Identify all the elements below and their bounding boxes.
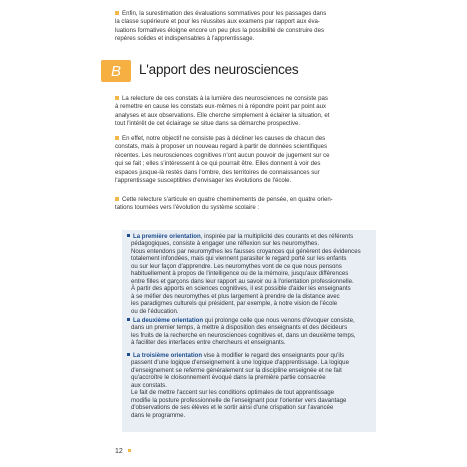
text-line: tout l'intérêt de cet éclairage se situe dans sa démarche prospective. bbox=[115, 120, 301, 128]
square-bullet-icon bbox=[127, 353, 130, 356]
intro-paragraph bbox=[115, 10, 370, 44]
text-line: d'observations de ses élèves et le sortir ainsi d'une crispation sur l'avancée bbox=[131, 404, 334, 412]
text-line: À partir des apports en sciences cognitives, il est possible d'aider les enseignants bbox=[131, 285, 351, 293]
text-line: espaces jusque-là restés dans l'ombre, des territoires de connaissances sur bbox=[115, 168, 320, 176]
text-line: les paradigmes culturels qui président, par exemple, à notre vision de l'école bbox=[131, 300, 338, 308]
text-line: qui se fait ; elles s'intéressent à ce qui pourrait être. Elles donnent à voir des bbox=[115, 160, 321, 168]
page-footer bbox=[115, 448, 131, 455]
text-line: les fruits de la recherche en neurosciences cognitives et, dans un deuxième temps, bbox=[131, 331, 356, 339]
text-line: Le fait de mettre l'accent sur les conditions optimales de tout apprentissage bbox=[131, 389, 335, 397]
text-line: aux constats. bbox=[131, 381, 167, 389]
text-line: En effet, notre objectif ne consiste pas à décliner les causes de chacun des bbox=[115, 135, 370, 143]
page-number: 12 bbox=[115, 448, 123, 455]
text-line: repères solides et indispensables à l'apprentissage. bbox=[115, 35, 255, 43]
square-bullet-icon bbox=[127, 318, 130, 321]
text-line: modifie la posture professionnelle de l'enseignant pour l'orienter vers davantage bbox=[131, 396, 347, 404]
text-line: La deuxième orientation qui prolonge celle que nous venons d'évoquer consiste, bbox=[127, 317, 373, 324]
text-line: totalement infondées, mais qui viennent parasiter le regard porté sur les enfants bbox=[131, 255, 347, 263]
orientation-lead: La troisième orientation bbox=[133, 352, 203, 359]
text-line: à faciliter des interfaces entre chercheurs et enseignants. bbox=[131, 339, 286, 347]
text-line: d'enseignement se referme généralement sur la discipline enseignée et ne fait bbox=[131, 366, 342, 374]
orientation-item bbox=[127, 352, 373, 419]
text-line: Enfin, la surestimation des évaluations sommatives pour les passages dans bbox=[115, 10, 370, 18]
text-line: passent d'une logique d'enseignement à une logique d'apprentissage. La logique bbox=[131, 359, 349, 367]
text-line: à remettre en cause les constats eux-mêmes ni à répondre point par point aux bbox=[115, 103, 327, 111]
square-bullet-icon bbox=[115, 11, 119, 15]
square-bullet-icon bbox=[115, 197, 119, 201]
text-line: habituellement à propos de l'intelligence ou de la mémoire, jusqu'aux différences bbox=[131, 270, 349, 278]
orientation-item bbox=[127, 233, 373, 315]
text-line: Nous entendons par neuromythes les fausses croyances qui génèrent des évidences bbox=[131, 247, 361, 255]
text-line: La troisième orientation vise à modifier le regard des enseignants pour qu'ils bbox=[127, 352, 373, 359]
square-bullet-icon bbox=[115, 96, 119, 100]
body-paragraph bbox=[115, 196, 370, 213]
section-title: L'apport des neurosciences bbox=[139, 62, 299, 77]
text-line: constats, mais à proposer un nouveau regard à partir de données scientifiques bbox=[115, 143, 328, 151]
orientations-box bbox=[122, 230, 376, 432]
text-line: La relecture de ces constats à la lumière des neurosciences ne consiste pas bbox=[115, 95, 370, 103]
text-line: dans un premier temps, à mettre à disposition des enseignants et des décideurs bbox=[131, 324, 348, 332]
text-line: analyses et aux observations. Elle cherche simplement à éclairer la situation, et bbox=[115, 111, 330, 119]
text-line: ou sur leur façon d'apprendre. Les neuromythes vont de ce que nous pensons bbox=[131, 262, 342, 270]
square-bullet-icon bbox=[128, 449, 131, 452]
text-line: Cette relecture s'articule en quatre cheminements de pensée, en quatre orien- bbox=[115, 196, 370, 204]
text-line: luations formatives éloigne encore un peu plus la possibilité de construire des bbox=[115, 26, 325, 34]
text-line: récentes. Les neurosciences cognitives n'ont aucun pouvoir de jugement sur ce bbox=[115, 151, 330, 159]
text-line: ou de l'éducation. bbox=[131, 307, 179, 315]
text-line: qu'accroître le cloisonnement évoqué dans la première partie consacrée bbox=[131, 374, 326, 382]
section-heading bbox=[101, 60, 371, 84]
text-line: la classe supérieure et pour les réussites aux examens par rapport aux éva- bbox=[115, 18, 320, 26]
text-line: tations tournées vers l'évolution du système scolaire : bbox=[115, 204, 260, 212]
text-line: pédagogiques, consiste à engager une réflexion sur les neuromythes. bbox=[131, 240, 320, 248]
text-line: La première orientation, inspirée par la multiplicité des courants et des référents bbox=[127, 233, 373, 240]
square-bullet-icon bbox=[127, 234, 130, 237]
orientation-item bbox=[127, 317, 373, 347]
orientation-lead: La première orientation bbox=[133, 233, 201, 240]
orientation-lead: La deuxième orientation bbox=[133, 317, 204, 324]
square-bullet-icon bbox=[115, 136, 119, 140]
text-line: l'apprentissage susceptibles d'envisager les évolutions de l'école. bbox=[115, 177, 292, 185]
section-letter: B bbox=[110, 62, 121, 80]
text-line: entre filles et garçons dans leur rapport au savoir ou à l'orientation professionnelle. bbox=[131, 277, 354, 285]
body-paragraph bbox=[115, 135, 370, 185]
text-line: dans le programme. bbox=[131, 411, 186, 419]
text-line: à se méfier des neuromythes et plus largement à prendre de la distance avec bbox=[131, 292, 340, 300]
body-paragraph bbox=[115, 95, 370, 129]
